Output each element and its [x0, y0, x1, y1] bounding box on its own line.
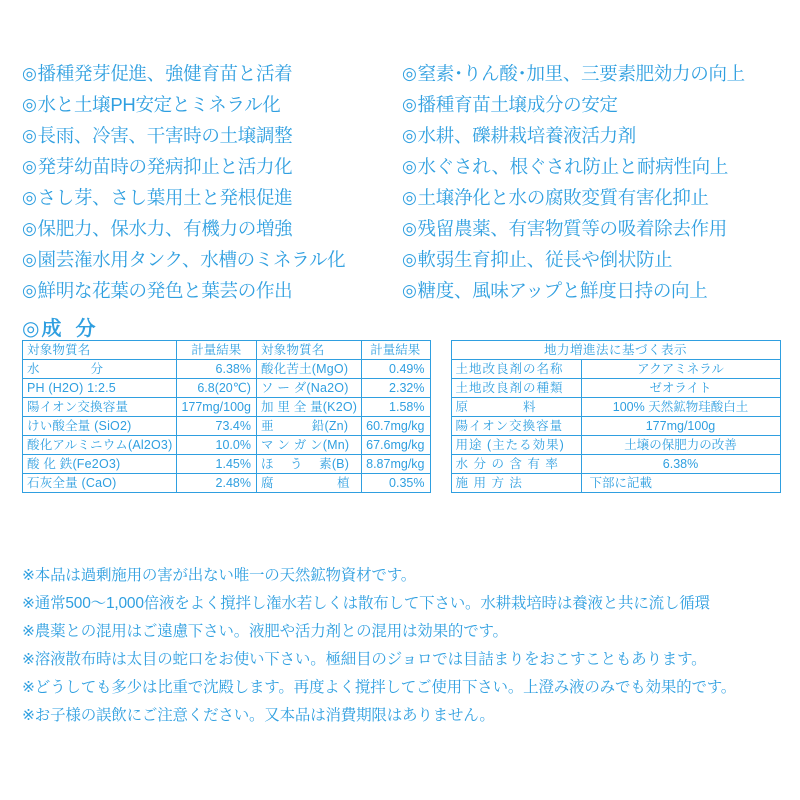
table-row	[23, 417, 431, 436]
benefit-item	[402, 244, 782, 275]
bullet-marker-icon: ◎	[22, 281, 37, 300]
benefit-item	[22, 58, 402, 89]
benefit-item	[402, 275, 782, 306]
benefits-right-column	[402, 58, 782, 306]
note-line: ※本品は過剰施用の害が出ない唯一の天然鉱物資材です。	[22, 567, 417, 584]
bullet-marker-icon: ◎	[22, 188, 37, 207]
tables-section	[22, 340, 782, 493]
table-row	[23, 379, 431, 398]
substance-value: 73.4%	[177, 417, 257, 436]
law-field-label: 用途 (主たる効果)	[451, 436, 581, 455]
benefit-item	[22, 151, 402, 182]
benefit-item	[402, 58, 782, 89]
bullet-marker-icon: ◎	[402, 281, 417, 300]
note-line: ※お子様の誤飲にご注意ください。又本品は消費期限はありません。	[22, 707, 495, 724]
benefit-item	[22, 275, 402, 306]
bullet-marker-icon: ◎	[402, 188, 417, 207]
substance-name: ソ ー ダ(Na2O)	[256, 379, 361, 398]
benefits-left-column	[22, 58, 402, 306]
table-row	[23, 436, 431, 455]
benefit-item	[402, 120, 782, 151]
substance-value: 6.38%	[177, 360, 257, 379]
substance-name: 陽イオン交換容量	[23, 398, 177, 417]
bullet-marker-icon: ◎	[22, 95, 37, 114]
substance-name: 酸化苦土(MgO)	[256, 360, 361, 379]
bullet-marker-icon: ◎	[22, 219, 37, 238]
bullet-marker-icon: ◎	[402, 250, 417, 269]
bullet-marker-icon: ◎	[402, 64, 417, 83]
benefit-label: 発芽幼苗時の発病抑止と活力化	[37, 156, 293, 177]
law-field-label: 原 料	[451, 398, 581, 417]
benefit-label: 残留農薬、有害物質等の吸着除去作用	[417, 218, 727, 239]
table-row	[451, 379, 780, 398]
table-header-row	[451, 341, 780, 360]
substance-name: 腐 植	[256, 474, 361, 493]
substance-name: 酸 化 鉄(Fe2O3)	[23, 455, 177, 474]
benefit-item	[22, 89, 402, 120]
note-line: ※どうしても多少は比重で沈殿します。再度よく撹拌してご使用下さい。上澄み液のみでも効果的です。	[22, 679, 737, 696]
substance-value: 2.48%	[177, 474, 257, 493]
bullet-marker-icon: ◎	[22, 318, 42, 340]
benefit-label: 水ぐされ、根ぐされ防止と耐病性向上	[417, 156, 729, 177]
benefit-item	[402, 213, 782, 244]
substance-name: 加 里 全 量(K2O)	[256, 398, 361, 417]
bullet-marker-icon: ◎	[22, 64, 37, 83]
substance-name: 水 分	[23, 360, 177, 379]
benefit-item	[22, 213, 402, 244]
law-field-value: 177mg/100g	[581, 417, 780, 436]
substance-name: 亜 鉛(Zn)	[256, 417, 361, 436]
note-line: ※農薬との混用はご遠慮下さい。液肥や活力剤との混用は効果的です。	[22, 623, 508, 640]
benefit-label: 水と土壌PH安定とミネラル化	[37, 94, 281, 115]
substance-value: 10.0%	[177, 436, 257, 455]
substance-name: 酸化アルミニウム(Al2O3)	[23, 436, 177, 455]
note-line: ※溶液散布時は太目の蛇口をお使い下さい。極細目のジョロでは目詰まりをおこすこともあります。	[22, 651, 707, 668]
benefit-item	[22, 244, 402, 275]
law-table-title: 地力増進法に基づく表示	[451, 341, 780, 360]
bullet-marker-icon: ◎	[402, 95, 417, 114]
composition-heading-part1: 成	[41, 318, 76, 340]
substance-value: 6.8(20℃)	[177, 379, 257, 398]
composition-heading	[22, 312, 97, 341]
column-header: 対象物質名	[23, 341, 177, 360]
substance-name: ほ う 素(B)	[256, 455, 361, 474]
note-line: ※通常500〜1,000倍液をよく撹拌し潅水若しくは散布して下さい。水耕栽培時は養液と共に流し循環	[22, 595, 710, 612]
benefit-item	[402, 89, 782, 120]
substance-value: 177mg/100g	[177, 398, 257, 417]
substance-value: 0.35%	[362, 474, 430, 493]
bullet-marker-icon: ◎	[22, 157, 37, 176]
column-header: 計量結果	[177, 341, 257, 360]
analysis-table	[22, 340, 431, 493]
benefit-label: 窒素･りん酸･加里、三要素肥効力の向上	[417, 63, 745, 84]
substance-name: 石灰全量 (CaO)	[23, 474, 177, 493]
bullet-marker-icon: ◎	[402, 157, 417, 176]
benefit-label: 軟弱生育抑止、従長や倒状防止	[417, 249, 673, 270]
law-disclosure-table	[451, 340, 781, 493]
table-row	[23, 474, 431, 493]
benefit-label: さし芽、さし葉用土と発根促進	[37, 187, 293, 208]
law-field-label: 施 用 方 法	[451, 474, 581, 493]
benefit-label: 糖度、風味アップと鮮度日持の向上	[417, 280, 708, 301]
composition-heading-part2: 分	[75, 318, 98, 340]
substance-name: PH (H2O) 1:2.5	[23, 379, 177, 398]
usage-notes	[22, 562, 782, 730]
benefit-item	[402, 182, 782, 213]
table-row	[451, 474, 780, 493]
bullet-marker-icon: ◎	[402, 219, 417, 238]
benefit-label: 水耕、礫耕栽培養液活力剤	[417, 125, 636, 146]
substance-name: けい酸全量 (SiO2)	[23, 417, 177, 436]
table-row	[451, 398, 780, 417]
law-field-label: 土地改良剤の種類	[451, 379, 581, 398]
bullet-marker-icon: ◎	[22, 126, 37, 145]
substance-value: 60.7mg/kg	[362, 417, 430, 436]
table-row	[23, 398, 431, 417]
table-row	[451, 455, 780, 474]
benefit-label: 鮮明な花葉の発色と葉芸の作出	[37, 280, 293, 301]
substance-value: 67.6mg/kg	[362, 436, 430, 455]
benefit-item	[402, 151, 782, 182]
law-field-value: 100% 天然鉱物珪酸白土	[581, 398, 780, 417]
benefit-item	[22, 182, 402, 213]
benefit-label: 保肥力、保水力、有機力の増強	[37, 218, 293, 239]
column-header: 計量結果	[362, 341, 430, 360]
benefit-label: 播種発芽促進、強健育苗と活着	[37, 63, 293, 84]
benefit-label: 園芸潅水用タンク、水槽のミネラル化	[37, 249, 346, 270]
table-row	[451, 417, 780, 436]
law-field-value: 土壌の保肥力の改善	[581, 436, 780, 455]
substance-value: 8.87mg/kg	[362, 455, 430, 474]
table-row	[451, 360, 780, 379]
table-row	[23, 455, 431, 474]
table-row	[23, 360, 431, 379]
law-field-label: 水 分 の 含 有 率	[451, 455, 581, 474]
law-field-value: アクアミネラル	[581, 360, 780, 379]
benefit-item	[22, 120, 402, 151]
benefits-section	[22, 58, 782, 306]
substance-value: 0.49%	[362, 360, 430, 379]
bullet-marker-icon: ◎	[22, 250, 37, 269]
benefit-label: 播種育苗土壌成分の安定	[417, 94, 618, 115]
bullet-marker-icon: ◎	[402, 126, 417, 145]
substance-value: 1.58%	[362, 398, 430, 417]
benefit-label: 長雨、冷害、干害時の土壌調整	[37, 125, 293, 146]
law-field-value: ゼオライト	[581, 379, 780, 398]
column-header: 対象物質名	[256, 341, 361, 360]
substance-value: 2.32%	[362, 379, 430, 398]
substance-value: 1.45%	[177, 455, 257, 474]
law-field-value: 6.38%	[581, 455, 780, 474]
benefit-label: 土壌浄化と水の腐敗変質有害化抑止	[417, 187, 709, 208]
table-header-row	[23, 341, 431, 360]
substance-name: マ ン ガ ン(Mn)	[256, 436, 361, 455]
law-field-label: 陽イオン交換容量	[451, 417, 581, 436]
law-field-label: 土地改良剤の名称	[451, 360, 581, 379]
law-field-value: 下部に記載	[581, 474, 780, 493]
table-row	[451, 436, 780, 455]
